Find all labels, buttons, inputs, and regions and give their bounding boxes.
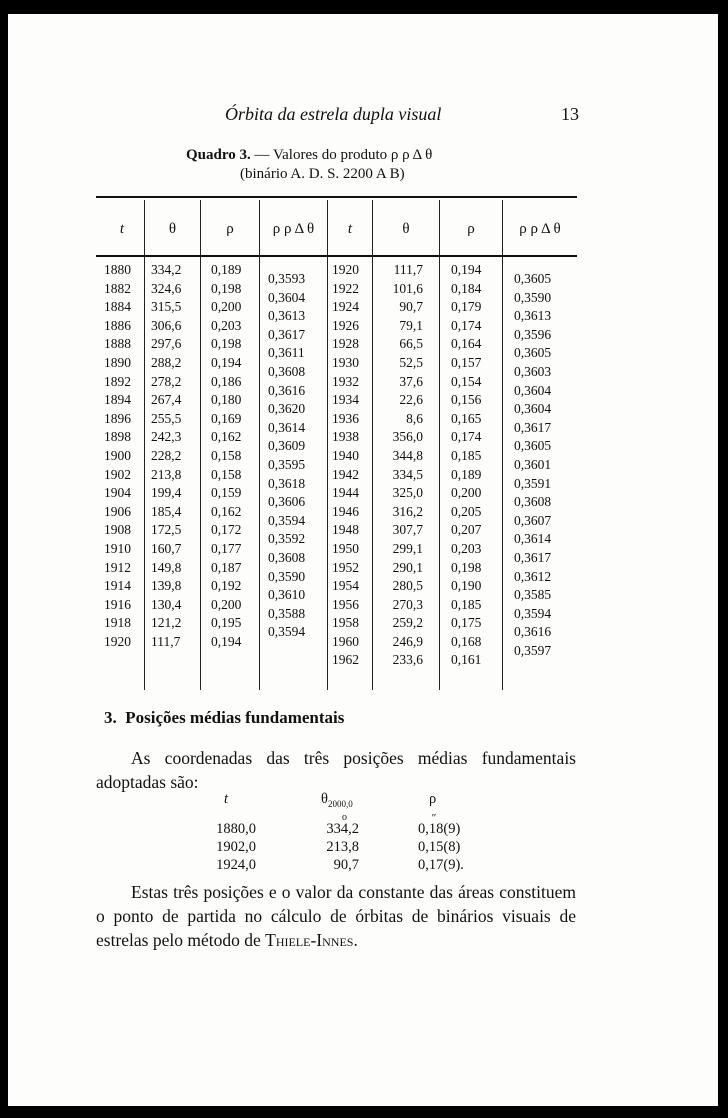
method-name: Thiele-Innes [265, 930, 354, 950]
table-header-rho: ρ [226, 221, 234, 237]
table-cell-theta: 334,5 [392, 466, 423, 482]
table-cell-rho: 0,207 [451, 522, 482, 538]
table-cell-rho: 0,195 [211, 615, 242, 631]
table-cell-theta: 315,5 [151, 299, 182, 315]
page-number: 13 [561, 104, 579, 124]
table-cell-year: 1888 [104, 336, 131, 352]
table-cell-year: 1920 [104, 633, 131, 649]
table-caption-text: — Valores do produto ρ ρ Δ θ [254, 147, 433, 163]
table-cell-year: 1926 [332, 317, 359, 333]
table-cell-theta: 101,6 [392, 280, 423, 296]
table-cell-theta: 324,6 [151, 280, 182, 296]
table-cell-product: 0,3601 [514, 456, 552, 472]
table-cell-product: 0,3597 [514, 642, 552, 658]
table-cell-year: 1884 [104, 299, 131, 315]
table-cell-year: 1952 [332, 559, 359, 575]
table-cell-year: 1912 [104, 559, 131, 575]
table-column-divider [259, 200, 260, 690]
table-cell-product: 0,3604 [514, 401, 552, 417]
table-cell-product: 0,3616 [514, 624, 552, 640]
table-cell-theta: 66,5 [399, 336, 423, 352]
table-cell-theta: 139,8 [151, 578, 182, 594]
table-cell-year: 1890 [104, 354, 131, 370]
paragraph-conclusion-end: . [353, 930, 358, 950]
table-column-right-rho [451, 261, 481, 670]
table-cell-theta: 270,3 [392, 596, 423, 612]
table-header-theta: θ [168, 221, 177, 237]
table-cell-theta: 172,5 [151, 522, 182, 538]
table-cell-theta: 278,2 [151, 373, 182, 389]
table-column-divider [502, 200, 503, 690]
table-cell-theta: 22,6 [399, 392, 423, 408]
table-cell-rho: 0,165 [451, 410, 482, 426]
position-epoch: 1902,0 [216, 839, 256, 855]
table-cell-year: 1892 [104, 373, 131, 389]
table-cell-year: 1954 [332, 578, 359, 594]
table-cell-rho: 0,161 [451, 652, 482, 668]
table-cell-product: 0,3588 [268, 605, 306, 621]
table-cell-theta: 130,4 [151, 596, 182, 612]
section-title: Posições médias fundamentais [125, 708, 345, 727]
position-theta: 213,8 [326, 839, 359, 855]
table-cell-product: 0,3617 [514, 549, 552, 565]
section-heading [104, 708, 344, 728]
table-cell-rho: 0,205 [451, 503, 482, 519]
positions-column-theta [308, 820, 359, 874]
positions-header-theta [321, 790, 353, 813]
paragraph-intro: As coordenadas das três posições médias fundamentais adoptadas são: [96, 748, 576, 792]
table-cell-rho: 0,158 [211, 447, 242, 463]
table-top-rule [96, 196, 577, 198]
table-cell-year: 1950 [332, 540, 359, 556]
table-cell-year: 1942 [332, 466, 359, 482]
theta-symbol: θ [321, 791, 328, 807]
table-cell-product: 0,3609 [268, 438, 306, 454]
table-cell-rho: 0,198 [211, 280, 242, 296]
table-cell-year: 1924 [332, 299, 359, 315]
positions-column-rho [418, 820, 464, 874]
table-cell-product: 0,3585 [514, 587, 552, 603]
table-cell-product: 0,3611 [268, 345, 305, 361]
table-cell-rho: 0,187 [211, 559, 242, 575]
table-cell-year: 1882 [104, 280, 131, 296]
positions-column-t [194, 820, 256, 874]
positions-header-rho: ρ [429, 791, 437, 807]
table-cell-year: 1914 [104, 578, 131, 594]
table-cell-year: 1902 [104, 466, 131, 482]
theta-epoch: 2000,0 [327, 798, 353, 809]
table-cell-product: 0,3605 [514, 438, 552, 454]
table-cell-theta: 79,1 [399, 317, 423, 333]
table-cell-product: 0,3590 [268, 568, 306, 584]
table-column-divider [327, 200, 328, 690]
table-cell-product: 0,3610 [268, 587, 306, 603]
table-cell-rho: 0,162 [211, 503, 242, 519]
table-cell-rho: 0,189 [211, 262, 242, 277]
table-cell-rho: 0,190 [451, 578, 482, 594]
table-cell-theta: 233,6 [392, 652, 423, 668]
table-cell-theta: 299,1 [392, 540, 423, 556]
table-cell-product: 0,3614 [268, 419, 306, 435]
table-cell-year: 1898 [104, 429, 131, 445]
table-cell-year: 1948 [332, 522, 359, 538]
table-cell-rho: 0,192 [211, 578, 242, 594]
table-cell-theta: 37,6 [399, 373, 423, 389]
table-cell-theta: 344,8 [392, 447, 423, 463]
table-cell-product: 0,3607 [514, 512, 552, 528]
table-cell-product: 0,3620 [268, 401, 306, 417]
table-cell-rho: 0,185 [451, 596, 482, 612]
section-number: 3. [104, 708, 117, 727]
table-cell-year: 1886 [104, 317, 131, 333]
table-cell-year: 1944 [332, 485, 359, 501]
table-cell-year: 1958 [332, 615, 359, 631]
table-cell-product: 0,3605 [514, 345, 552, 361]
table-cell-theta: 111,7 [393, 262, 423, 277]
table-cell-product: 0,3603 [514, 363, 552, 379]
table-cell-rho: 0,198 [451, 559, 482, 575]
paragraph-conclusion [96, 880, 576, 952]
table-cell-product: 0,3605 [514, 271, 552, 286]
table-cell-theta: 290,1 [392, 559, 423, 575]
table-cell-theta: 121,2 [151, 615, 182, 631]
table-cell-rho: 0,159 [211, 485, 242, 501]
table-cell-year: 1956 [332, 596, 359, 612]
position-rho: 0,17(9). [418, 857, 464, 873]
table-cell-year: 1930 [332, 354, 359, 370]
table-caption-subtitle: (binário A. D. S. 2200 A B) [240, 166, 405, 182]
table-header-t: t [347, 221, 353, 237]
table-header-product: ρ ρ Δ θ [519, 221, 561, 237]
table-cell-product: 0,3595 [268, 456, 306, 472]
table-cell-rho: 0,203 [211, 317, 242, 333]
table-cell-rho: 0,185 [451, 447, 482, 463]
table-column-right-t [332, 261, 359, 670]
table-cell-rho: 0,174 [451, 317, 482, 333]
table-cell-year: 1894 [104, 392, 131, 408]
table-cell-year: 1962 [332, 652, 359, 668]
degree-unit: o [342, 812, 347, 823]
paragraph-conclusion-text: Estas três posições e o valor da constante das áreas constituem o ponto de partida no cálculo de órbitas de binários visuais de estrelas pelo método de [96, 882, 576, 950]
table-cell-year: 1938 [332, 429, 359, 445]
table-cell-theta: 288,2 [151, 354, 182, 370]
position-epoch: 1924,0 [216, 857, 256, 873]
table-cell-rho: 0,177 [211, 540, 242, 556]
book-page [8, 14, 718, 1106]
table-cell-product: 0,3608 [514, 494, 552, 510]
table-cell-year: 1918 [104, 615, 131, 631]
table-cell-rho: 0,200 [451, 485, 482, 501]
table-cell-rho: 0,158 [211, 466, 242, 482]
table-column-left-theta [151, 261, 181, 651]
table-cell-theta: 246,9 [392, 633, 423, 649]
table-column-right-product [514, 270, 551, 660]
table-cell-product: 0,3590 [514, 289, 552, 305]
table-cell-product: 0,3604 [514, 382, 552, 398]
table-column-right-theta [380, 261, 423, 670]
table-cell-rho: 0,179 [451, 299, 482, 315]
table-cell-rho: 0,189 [451, 466, 482, 482]
table-cell-year: 1904 [104, 485, 131, 501]
table-cell-theta: 8,6 [406, 410, 423, 426]
table-cell-product: 0,3596 [514, 326, 552, 342]
table-cell-rho: 0,194 [451, 262, 482, 277]
table-column-divider [200, 200, 201, 690]
table-cell-rho: 0,200 [211, 299, 242, 315]
table-cell-year: 1920 [332, 262, 359, 277]
table-cell-theta: 228,2 [151, 447, 182, 463]
table-cell-year: 1908 [104, 522, 131, 538]
table-cell-product: 0,3606 [268, 494, 306, 510]
table-cell-rho: 0,168 [451, 633, 482, 649]
running-header-title: Órbita da estrela dupla visual [225, 104, 442, 124]
table-cell-theta: 280,5 [392, 578, 423, 594]
table-cell-product: 0,3608 [268, 549, 306, 565]
table-cell-product: 0,3616 [268, 382, 306, 398]
table-cell-year: 1934 [332, 392, 359, 408]
arcsec-unit: " [431, 812, 436, 824]
table-header-rule [96, 255, 577, 257]
table-cell-theta: 199,4 [151, 485, 182, 501]
table-cell-theta: 160,7 [151, 540, 182, 556]
table-cell-year: 1906 [104, 503, 131, 519]
table-cell-year: 1946 [332, 503, 359, 519]
table-cell-year: 1940 [332, 447, 359, 463]
table-header-theta: θ [402, 221, 410, 237]
table-cell-rho: 0,184 [451, 280, 482, 296]
table-cell-product: 0,3614 [514, 531, 552, 547]
position-epoch: 1880,0 [216, 821, 256, 837]
table-cell-product: 0,3613 [268, 308, 306, 324]
table-cell-year: 1936 [332, 410, 359, 426]
table-cell-rho: 0,198 [211, 336, 242, 352]
table-cell-rho: 0,169 [211, 410, 242, 426]
table-cell-year: 1916 [104, 596, 131, 612]
table-cell-theta: 242,3 [151, 429, 182, 445]
table-cell-year: 1900 [104, 447, 131, 463]
table-column-divider [144, 200, 145, 690]
table-caption [186, 147, 432, 164]
table-cell-rho: 0,164 [451, 336, 482, 352]
table-cell-theta: 149,8 [151, 559, 182, 575]
table-cell-rho: 0,174 [451, 429, 482, 445]
table-cell-theta: 297,6 [151, 336, 182, 352]
table-cell-theta: 185,4 [151, 503, 182, 519]
table-column-divider [439, 200, 440, 690]
position-rho: 0,15(8) [418, 839, 461, 855]
table-column-left-rho [211, 261, 241, 651]
table-column-left-product [268, 270, 305, 642]
table-cell-product: 0,3594 [268, 624, 306, 640]
table-cell-rho: 0,203 [451, 540, 482, 556]
table-cell-rho: 0,154 [451, 373, 482, 389]
table-cell-theta: 259,2 [392, 615, 423, 631]
table-cell-year: 1922 [332, 280, 359, 296]
table-cell-year: 1928 [332, 336, 359, 352]
table-cell-rho: 0,180 [211, 392, 242, 408]
table-cell-year: 1932 [332, 373, 359, 389]
table-cell-rho: 0,194 [211, 633, 242, 649]
position-rho: 0,18(9) [418, 821, 461, 837]
table-cell-product: 0,3613 [514, 308, 552, 324]
table-cell-product: 0,3618 [268, 475, 306, 491]
table-cell-product: 0,3592 [268, 531, 306, 547]
table-cell-theta: 52,5 [399, 354, 423, 370]
table-cell-product: 0,3591 [514, 475, 552, 491]
table-cell-theta: 90,7 [399, 299, 423, 315]
table-cell-rho: 0,175 [451, 615, 482, 631]
table-cell-rho: 0,200 [211, 596, 242, 612]
table-cell-theta: 111,7 [151, 633, 181, 649]
table-cell-rho: 0,157 [451, 354, 482, 370]
table-header-t: t [119, 221, 125, 237]
table-column-left-t [104, 261, 131, 651]
table-cell-product: 0,3594 [514, 605, 552, 621]
table-cell-year: 1896 [104, 410, 131, 426]
table-header-rho: ρ [467, 221, 475, 237]
table-cell-rho: 0,186 [211, 373, 242, 389]
table-cell-theta: 316,2 [392, 503, 423, 519]
table-cell-product: 0,3612 [514, 568, 552, 584]
table-cell-product: 0,3594 [268, 512, 306, 528]
table-cell-theta: 356,0 [392, 429, 423, 445]
table-header-product: ρ ρ Δ θ [272, 221, 315, 237]
table-cell-theta: 267,4 [151, 392, 182, 408]
position-theta: 334,2 [326, 821, 359, 837]
table-cell-product: 0,3617 [268, 326, 306, 342]
table-cell-product: 0,3608 [268, 363, 306, 379]
positions-header-t: t [224, 791, 229, 807]
table-cell-theta: 306,6 [151, 317, 182, 333]
table-label: Quadro 3. [186, 147, 251, 163]
position-theta: 90,7 [333, 857, 359, 873]
table-cell-year: 1880 [104, 262, 131, 277]
table-cell-theta: 213,8 [151, 466, 182, 482]
table-cell-rho: 0,194 [211, 354, 242, 370]
table-cell-theta: 334,2 [151, 262, 182, 277]
table-cell-product: 0,3593 [268, 271, 306, 286]
table-column-divider [372, 200, 373, 690]
table-cell-rho: 0,162 [211, 429, 242, 445]
table-cell-theta: 255,5 [151, 410, 182, 426]
table-cell-theta: 307,7 [392, 522, 423, 538]
table-cell-year: 1910 [104, 540, 131, 556]
table-cell-rho: 0,156 [451, 392, 482, 408]
table-cell-product: 0,3604 [268, 289, 306, 305]
table-cell-theta: 325,0 [392, 485, 423, 501]
table-cell-rho: 0,172 [211, 522, 242, 538]
table-cell-year: 1960 [332, 633, 359, 649]
table-cell-product: 0,3617 [514, 419, 552, 435]
